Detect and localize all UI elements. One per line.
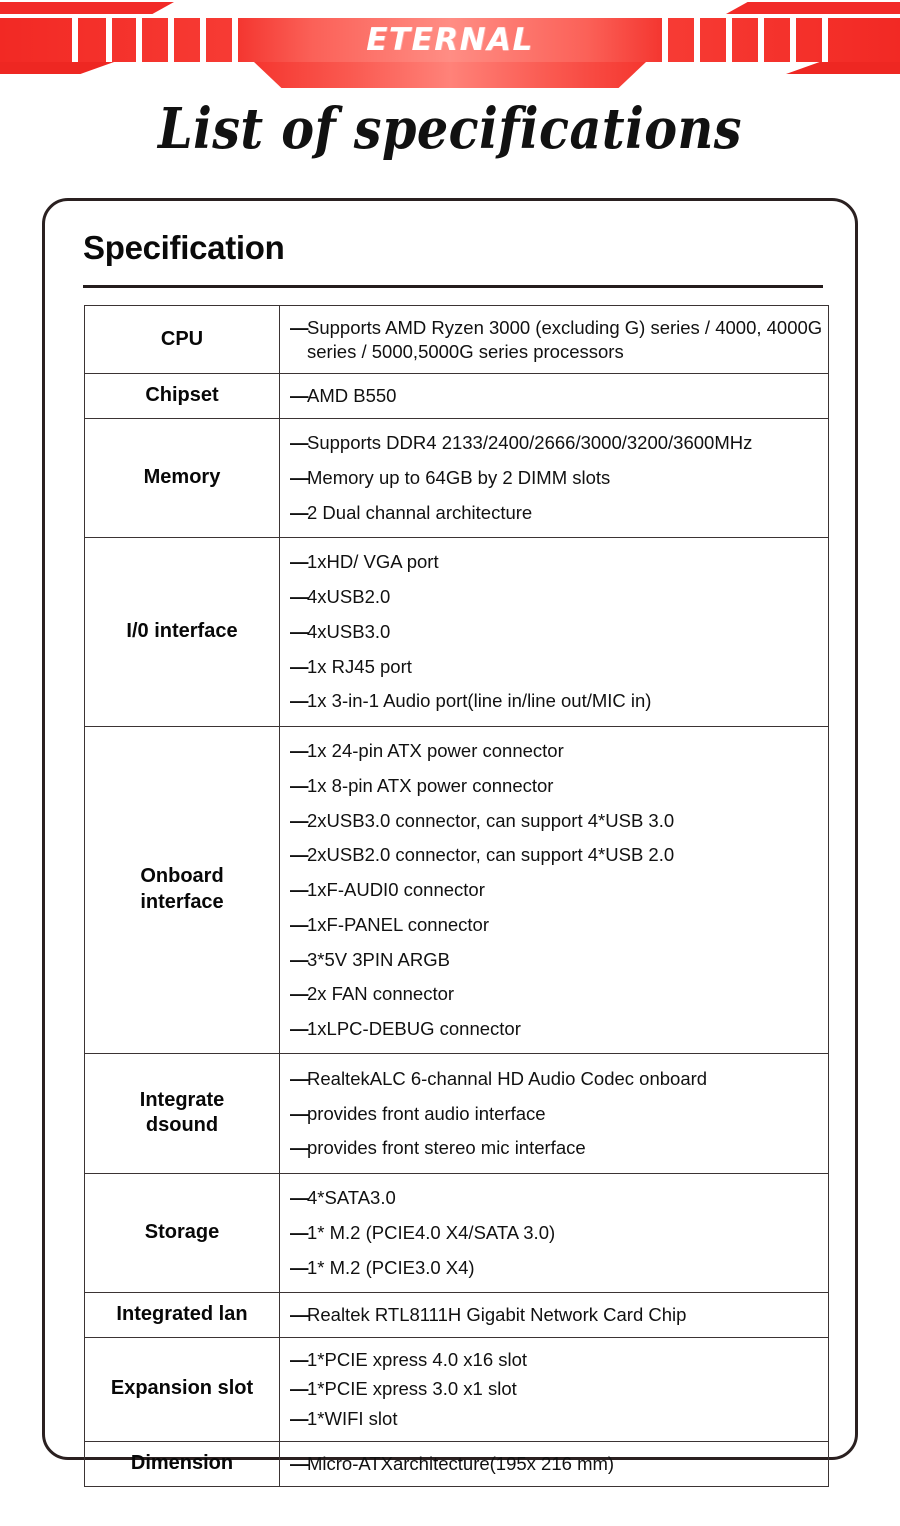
dash-bullet-icon: — xyxy=(290,1452,309,1474)
spec-item xyxy=(290,768,824,803)
spec-item xyxy=(290,313,824,366)
spec-value-cell xyxy=(280,1054,829,1173)
spec-label-cell xyxy=(85,1054,280,1173)
spec-item-text: 1x 3-in-1 Audio port(line in/line out/MIC in) xyxy=(307,690,652,712)
table-row xyxy=(85,726,829,1054)
specification-table-body xyxy=(85,306,829,1487)
spec-item-text: 4xUSB3.0 xyxy=(307,620,391,642)
table-row xyxy=(85,1337,829,1441)
spec-value-cell xyxy=(280,726,829,1054)
spec-item xyxy=(290,1215,824,1250)
spec-item xyxy=(290,907,824,942)
spec-label-line: Storage xyxy=(144,1220,220,1243)
dash-bullet-icon: — xyxy=(290,983,309,1005)
spec-item-text: 1xF-AUDI0 connector xyxy=(307,879,485,901)
dash-bullet-icon: — xyxy=(290,620,309,642)
dash-bullet-icon: — xyxy=(290,844,309,866)
spec-item-text: Realtek RTL8111H Gigabit Network Card Chip xyxy=(307,1303,687,1325)
dash-bullet-icon: — xyxy=(290,655,309,677)
spec-item-text: 1xF-PANEL connector xyxy=(307,913,489,935)
spec-item-text: 3*5V 3PIN ARGB xyxy=(307,948,450,970)
dash-bullet-icon: — xyxy=(290,501,309,523)
table-row xyxy=(85,1173,829,1292)
spec-label-cell xyxy=(85,306,280,374)
dash-bullet-icon: — xyxy=(290,586,309,608)
spec-item-text: provides front stereo mic interface xyxy=(307,1137,586,1159)
table-row xyxy=(85,537,829,726)
dash-bullet-icon: — xyxy=(290,384,309,406)
dash-bullet-icon: — xyxy=(290,1348,309,1370)
spec-item xyxy=(290,1096,824,1131)
dash-bullet-icon: — xyxy=(290,690,309,712)
spec-item xyxy=(290,495,824,530)
spec-value-cell xyxy=(280,1173,829,1292)
spec-label-cell xyxy=(85,1292,280,1337)
spec-item-text: 2 Dual channal architecture xyxy=(307,501,533,523)
spec-item-text: AMD B550 xyxy=(307,384,397,406)
banner-accent-top-right xyxy=(726,2,900,14)
spec-label-line: Memory xyxy=(143,465,221,488)
spec-item xyxy=(290,803,824,838)
card-heading: Specification xyxy=(83,229,285,266)
spec-label-line: Onboard xyxy=(140,865,224,888)
dash-bullet-icon: — xyxy=(290,1256,309,1278)
spec-item xyxy=(290,873,824,908)
spec-label-cell xyxy=(85,373,280,418)
spec-value-cell xyxy=(280,373,829,418)
spec-label-cell xyxy=(85,537,280,726)
dash-bullet-icon: — xyxy=(290,740,309,762)
spec-label-cell xyxy=(85,1173,280,1292)
dash-bullet-icon: — xyxy=(290,466,309,488)
spec-item xyxy=(290,460,824,495)
spec-value-cell xyxy=(280,1292,829,1337)
specification-table xyxy=(84,305,829,1487)
spec-item-text: 1xHD/ VGA port xyxy=(307,551,439,573)
dash-bullet-icon: — xyxy=(290,1378,309,1400)
spec-item xyxy=(290,1404,824,1434)
spec-item xyxy=(290,381,824,411)
spec-label-line: Integrate xyxy=(139,1088,225,1111)
spec-item xyxy=(290,1374,824,1404)
dash-bullet-icon: — xyxy=(290,317,309,338)
spec-label-line: interface xyxy=(140,890,224,913)
spec-item-text: provides front audio interface xyxy=(307,1102,546,1124)
dash-bullet-icon: — xyxy=(290,1303,309,1325)
dash-bullet-icon: — xyxy=(290,551,309,573)
table-row xyxy=(85,1292,829,1337)
spec-item xyxy=(290,614,824,649)
table-row xyxy=(85,1054,829,1173)
spec-item xyxy=(290,545,824,580)
spec-item xyxy=(290,1250,824,1285)
spec-item-text: 1*PCIE xpress 4.0 x16 slot xyxy=(307,1348,528,1370)
dash-bullet-icon: — xyxy=(290,948,309,970)
spec-item-text: 2xUSB3.0 connector, can support 4*USB 3.0 xyxy=(307,809,675,831)
spec-value-cell xyxy=(280,1441,829,1486)
dash-bullet-icon: — xyxy=(290,879,309,901)
spec-item-text: 1x RJ45 port xyxy=(307,655,412,677)
spec-item-text: 2x FAN connector xyxy=(307,983,455,1005)
spec-value-cell xyxy=(280,537,829,726)
spec-item xyxy=(290,649,824,684)
table-row xyxy=(85,418,829,537)
spec-label-line: Dimension xyxy=(130,1451,234,1474)
dash-bullet-icon: — xyxy=(290,1137,309,1159)
table-row xyxy=(85,306,829,374)
spec-item-text: Micro-ATXarchitecture(195x 216 mm) xyxy=(307,1452,615,1474)
spec-item-text: 1x 8-pin ATX power connector xyxy=(307,774,554,796)
dash-bullet-icon: — xyxy=(290,1067,309,1089)
spec-item xyxy=(290,942,824,977)
spec-label-cell xyxy=(85,726,280,1054)
dash-bullet-icon: — xyxy=(290,1221,309,1243)
spec-item xyxy=(290,734,824,769)
spec-item xyxy=(290,1345,824,1375)
dash-bullet-icon: — xyxy=(290,432,309,454)
table-row xyxy=(85,1441,829,1486)
dash-bullet-icon: — xyxy=(290,774,309,796)
spec-item-text: 1x 24-pin ATX power connector xyxy=(307,740,564,762)
spec-item xyxy=(290,977,824,1012)
banner-accent-bottom-right xyxy=(786,62,900,74)
spec-item-text: 1*PCIE xpress 3.0 x1 slot xyxy=(307,1378,517,1400)
spec-item-text: 4xUSB2.0 xyxy=(307,586,391,608)
spec-item-text: Memory up to 64GB by 2 DIMM slots xyxy=(307,466,611,488)
spec-item xyxy=(290,684,824,719)
dash-bullet-icon: — xyxy=(290,1018,309,1040)
dash-bullet-icon: — xyxy=(290,809,309,831)
spec-value-cell xyxy=(280,418,829,537)
spec-item-text: Supports DDR4 2133/2400/2666/3000/3200/3600MHz xyxy=(307,432,753,454)
spec-label-cell xyxy=(85,1441,280,1486)
brand-banner xyxy=(0,0,900,96)
spec-item-text: 1* M.2 (PCIE3.0 X4) xyxy=(307,1256,475,1278)
spec-item-text: 1*WIFI slot xyxy=(307,1408,398,1430)
spec-label-line: Integrated lan xyxy=(116,1302,248,1325)
spec-item xyxy=(290,1012,824,1047)
banner-accent-bottom-left xyxy=(0,62,114,74)
spec-item-text: RealtekALC 6-channal HD Audio Codec onboard xyxy=(307,1067,708,1089)
banner-trapezoid xyxy=(254,62,646,88)
spec-label-line: dsound xyxy=(145,1114,219,1137)
spec-value-cell xyxy=(280,306,829,374)
banner-accent-top-left xyxy=(0,2,174,14)
heading-divider xyxy=(83,285,823,288)
specification-card xyxy=(42,198,858,1474)
table-row xyxy=(85,373,829,418)
spec-label-line: Chipset xyxy=(145,383,219,406)
spec-item xyxy=(290,1449,824,1479)
brand-logo-text: ETERNAL xyxy=(366,22,534,58)
spec-item xyxy=(290,1181,824,1216)
spec-label-cell xyxy=(85,418,280,537)
spec-label-line: I/0 interface xyxy=(126,619,238,642)
page-title: List of specifications xyxy=(157,96,742,162)
spec-item xyxy=(290,1061,824,1096)
spec-value-cell xyxy=(280,1337,829,1441)
spec-label-cell xyxy=(85,1337,280,1441)
dash-bullet-icon: — xyxy=(290,1408,309,1430)
spec-item xyxy=(290,1300,824,1330)
spec-item-text: 1xLPC-DEBUG connector xyxy=(307,1018,521,1040)
dash-bullet-icon: — xyxy=(290,913,309,935)
dash-bullet-icon: — xyxy=(290,1102,309,1124)
spec-item-text: Supports AMD Ryzen 3000 (excluding G) series / 4000, 4000G series / 5000,5000G series processors xyxy=(307,317,823,363)
spec-label-line: CPU xyxy=(160,327,204,350)
spec-item-text: 4*SATA3.0 xyxy=(307,1187,396,1209)
spec-item xyxy=(290,1131,824,1166)
spec-item xyxy=(290,838,824,873)
dash-bullet-icon: — xyxy=(290,1187,309,1209)
spec-item-text: 2xUSB2.0 connector, can support 4*USB 2.0 xyxy=(307,844,675,866)
spec-item xyxy=(290,580,824,615)
spec-label-line: Expansion slot xyxy=(110,1377,254,1400)
spec-item-text: 1* M.2 (PCIE4.0 X4/SATA 3.0) xyxy=(307,1221,556,1243)
spec-item xyxy=(290,426,824,461)
